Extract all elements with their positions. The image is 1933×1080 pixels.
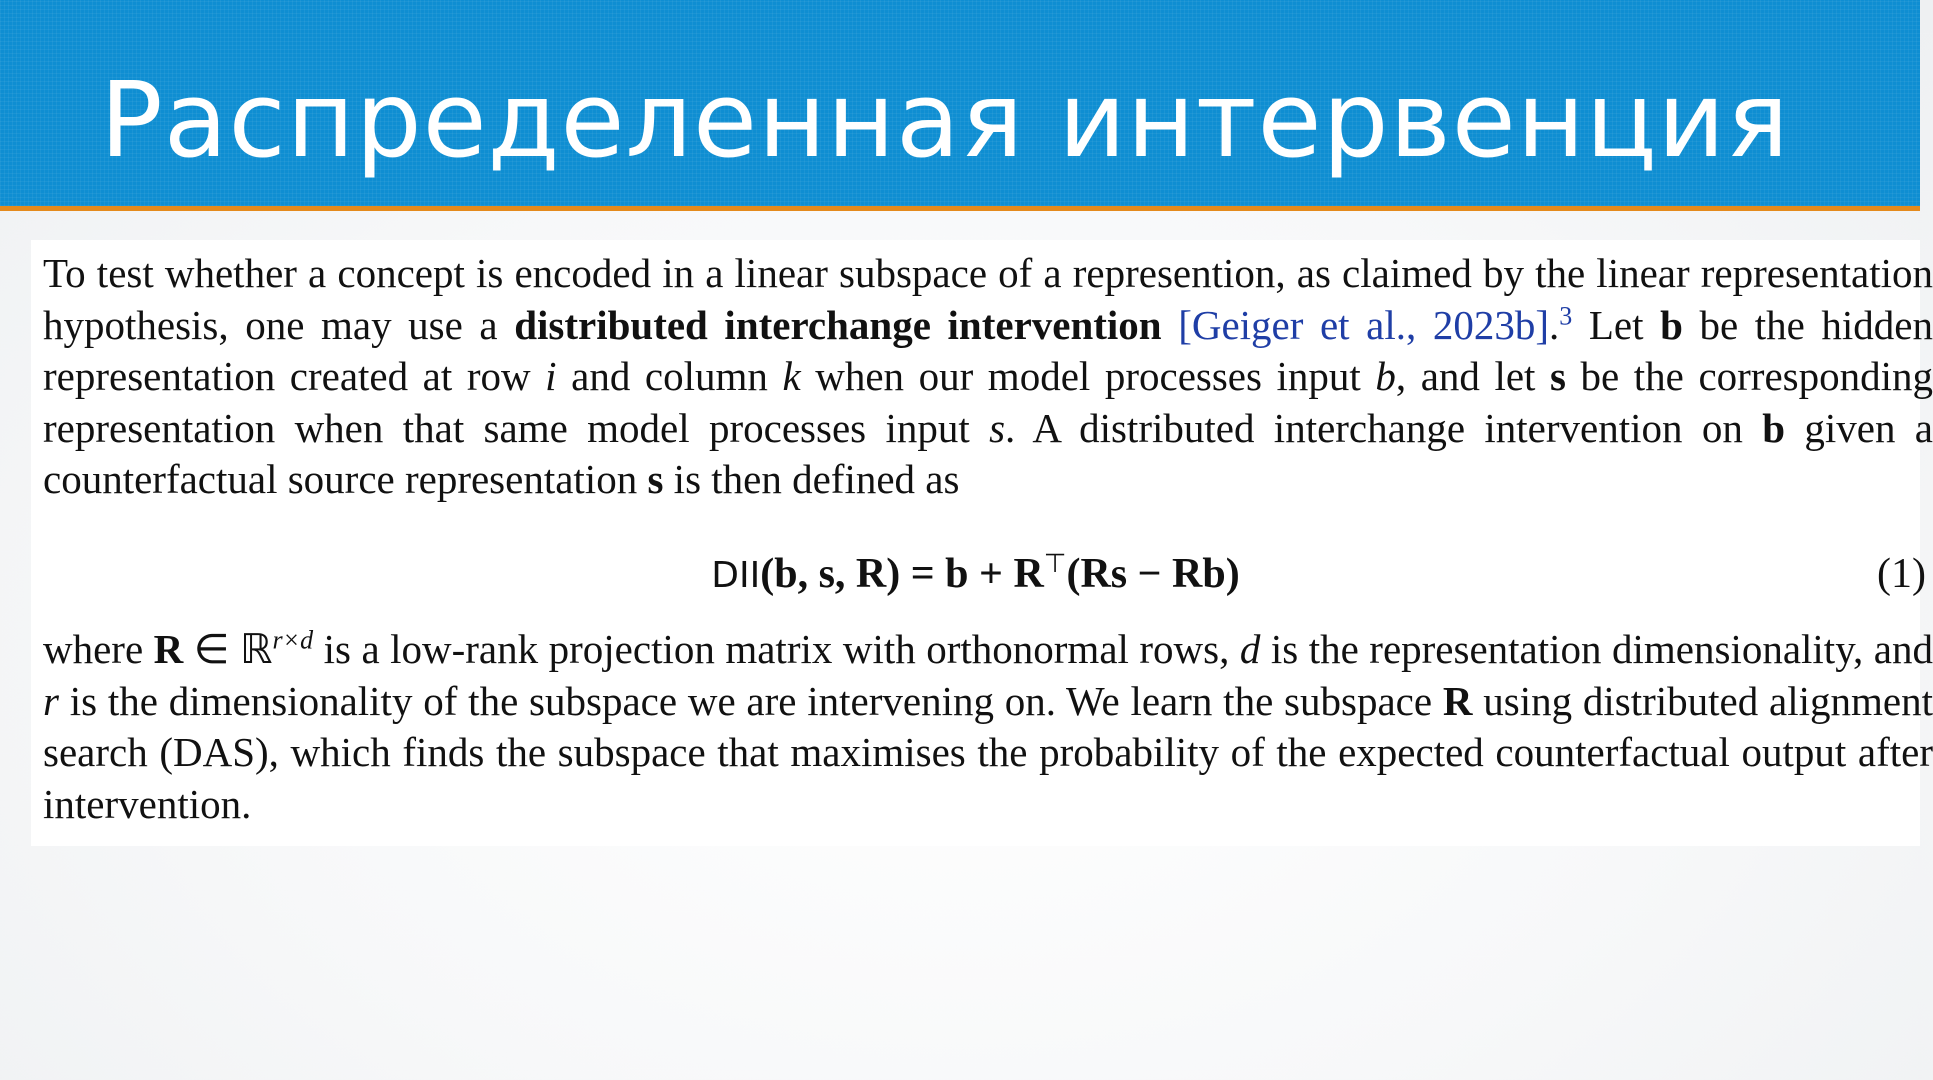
equation-rhs: = b + R xyxy=(900,551,1044,597)
math-s: s xyxy=(647,456,664,502)
title-accent-line xyxy=(0,206,1920,211)
math-b: b xyxy=(1660,301,1683,348)
equation-args: (b, s, R) xyxy=(760,551,901,597)
equation xyxy=(31,549,1926,610)
dims-superscript: r×d xyxy=(272,625,314,655)
bold-term: distributed interchange intervention xyxy=(514,301,1162,348)
equation-number: (1) xyxy=(1877,551,1926,597)
math-s-italic: s xyxy=(989,404,1006,451)
footnote-marker[interactable]: 3 xyxy=(1559,300,1573,330)
math-R: R xyxy=(1442,677,1473,724)
equation-rhs-tail: (Rs − Rb) xyxy=(1066,551,1240,597)
paper-excerpt xyxy=(31,240,1933,846)
math-k: k xyxy=(782,353,801,399)
math-i: i xyxy=(545,353,557,399)
math-r: r xyxy=(43,677,59,724)
transpose-symbol: ⊤ xyxy=(1043,549,1067,578)
equation-body xyxy=(31,550,1920,598)
paragraph-intro: To test whether a concept is encoded in a linear subspace of a represention, as claimed by the linear representation hypothesis, one may use a distributed interchange intervention [Geiger et al., 2023b].$^3$ Let b be the hidden representation created at row i and column k when our model processes input b, and let s be the corresponding representation when that same model processes input s. A distributed interchange intervention on b given a counterfactual source representation s is then defined as xyxy=(43,250,1933,502)
math-s: s xyxy=(1550,353,1566,399)
math-d: d xyxy=(1239,626,1261,672)
slide-title: Распределенная интервенция xyxy=(100,59,1790,181)
math-b-italic: b xyxy=(1375,353,1396,399)
math-R: R xyxy=(153,626,184,672)
equation-function: DII xyxy=(711,555,761,596)
math-b: b xyxy=(1762,404,1785,451)
paragraph-definition: where R ∈ ℝ$^{r\times d}$ is a low-rank projection matrix with orthonormal rows, d is the representation dimensionality, and r is the dimensionality of the subspace we are intervening on. We learn the subspace R using distributed alignment search (DAS), which finds the subspace that maximises the probability of the expected counterfactual output after intervention. xyxy=(43,625,1933,827)
citation-link[interactable]: [Geiger et al., 2023b] xyxy=(1178,301,1549,348)
